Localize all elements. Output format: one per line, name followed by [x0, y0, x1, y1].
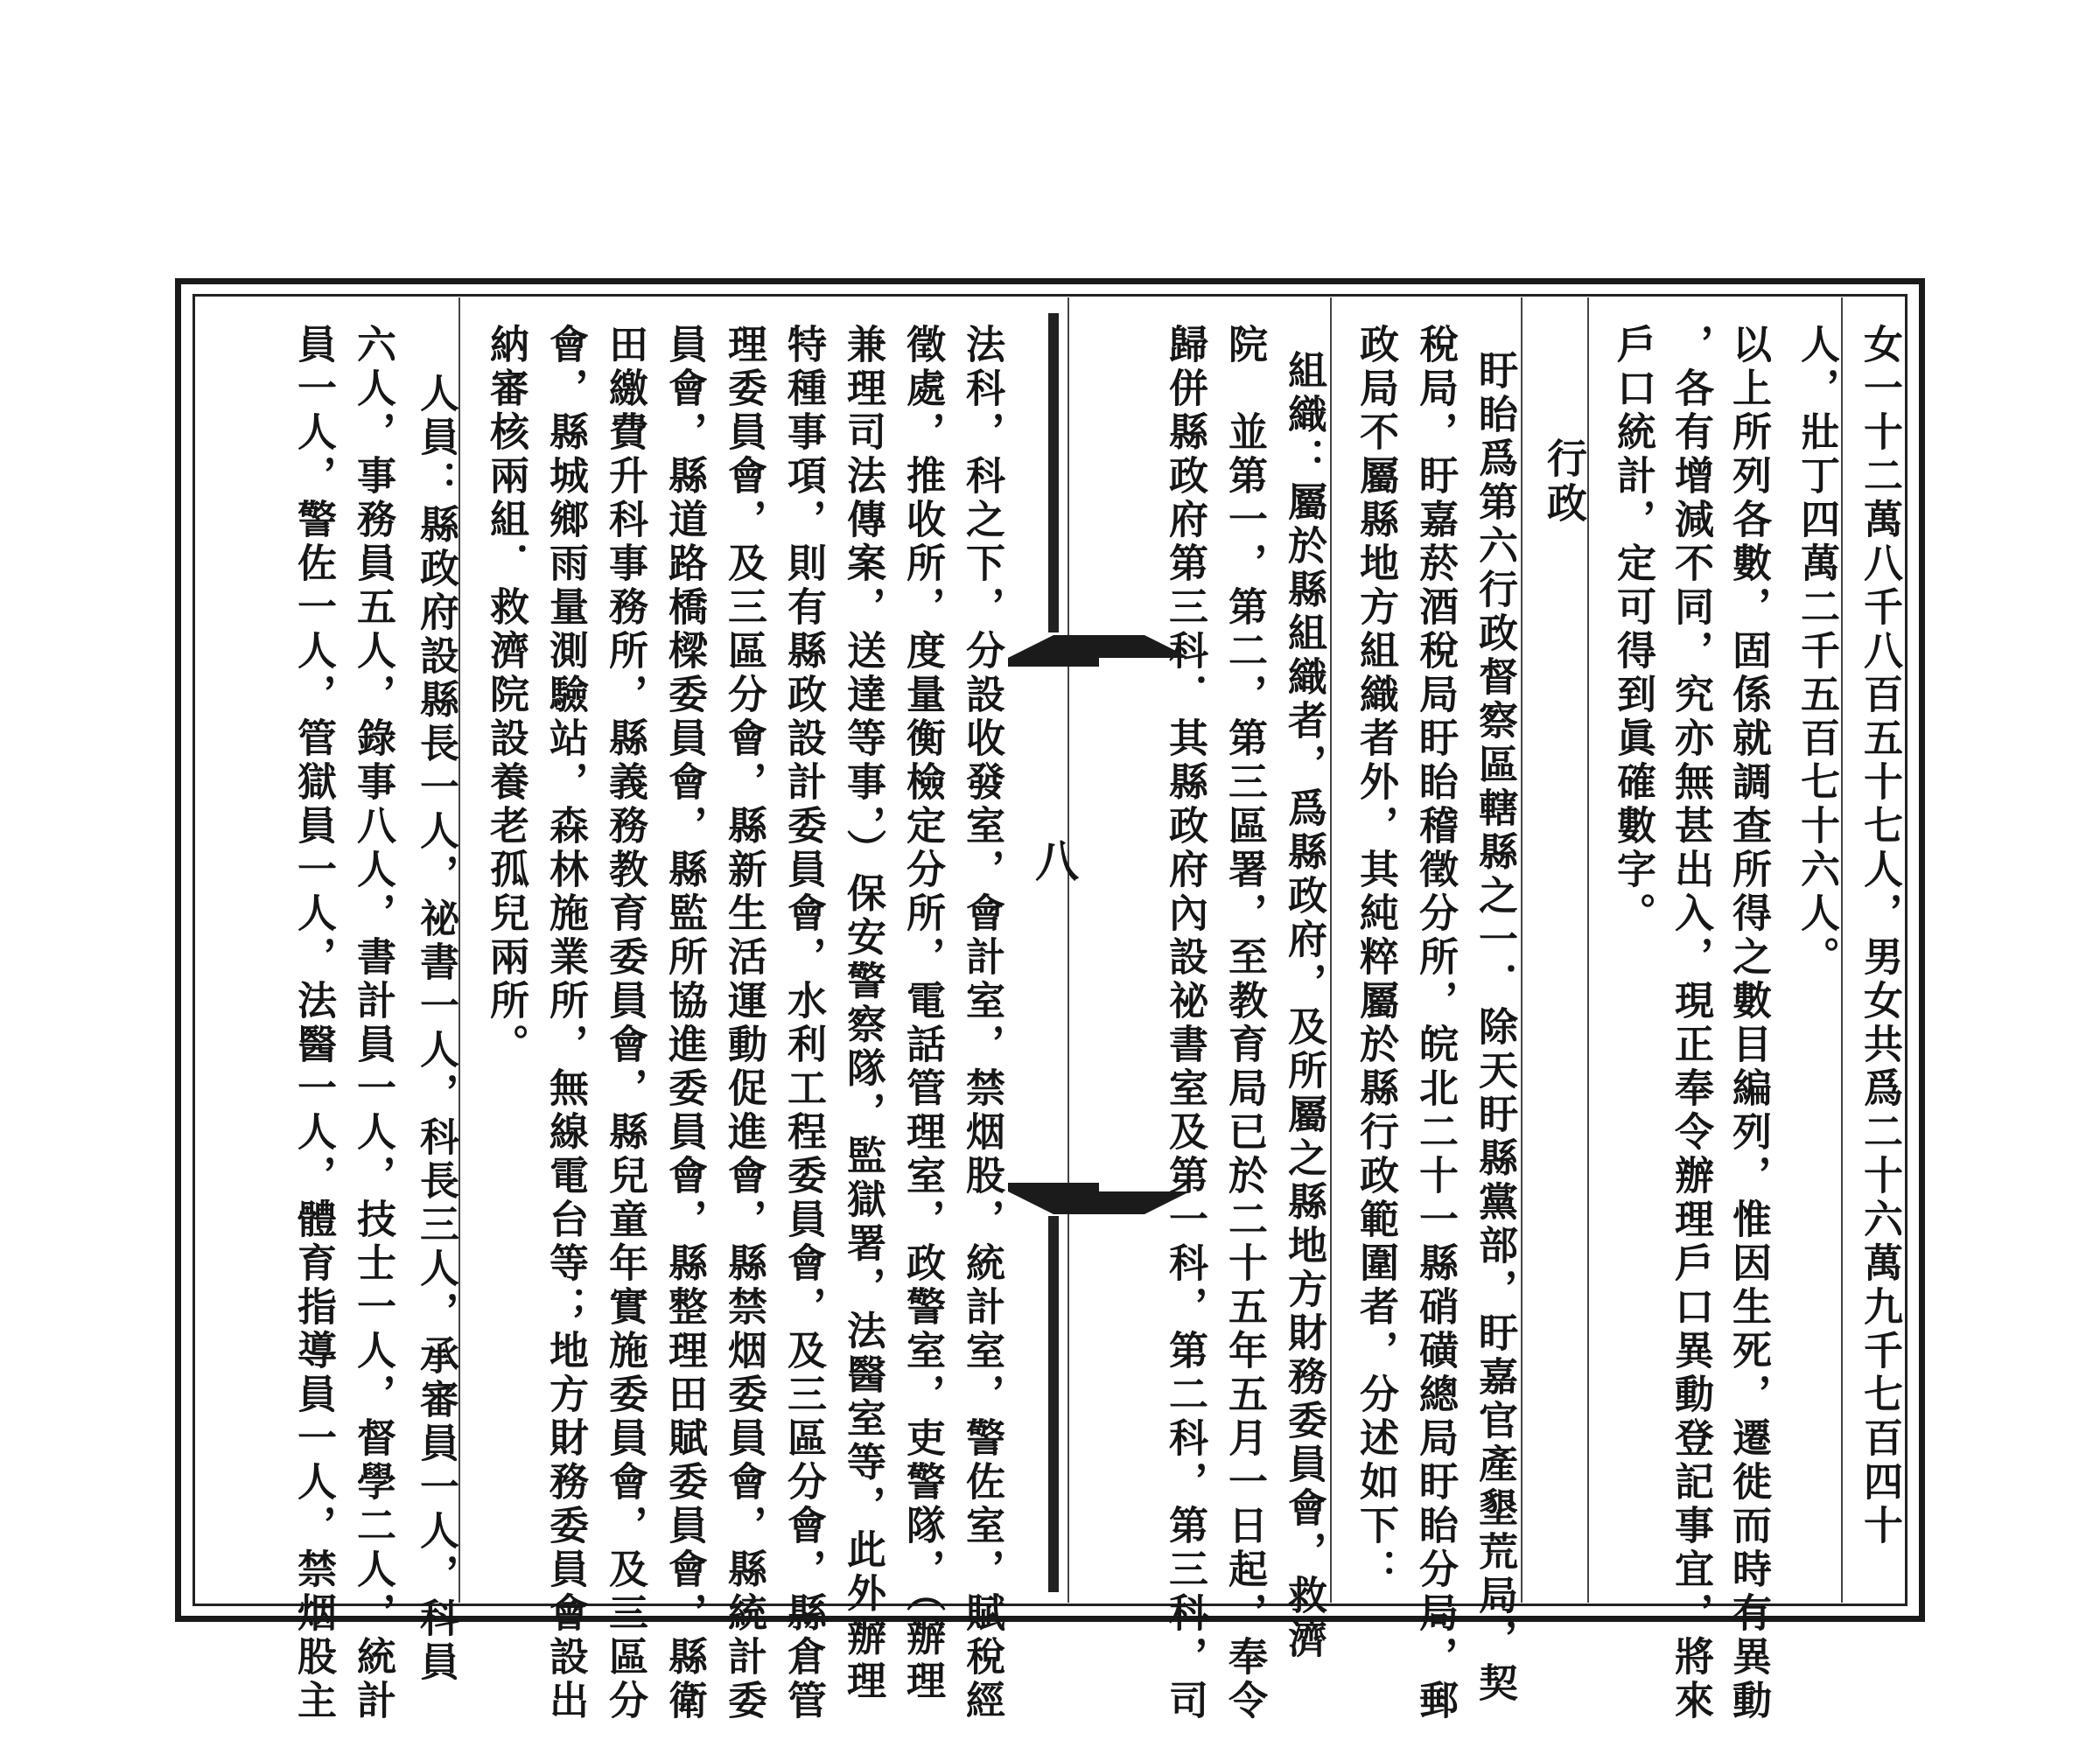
- text-column: 盱眙爲第六行政督察區轄縣之一．除天盱縣黨部，盱嘉官產墾荒局，契: [1472, 350, 1518, 1706]
- column-rule: [1330, 297, 1332, 1603]
- text-column: 理委員會，及三區分會，縣新生活運動促進會，縣禁烟委員會，縣統計委: [721, 324, 767, 1723]
- right-page: [1066, 297, 1904, 1723]
- page-number: 八: [1028, 838, 1080, 882]
- text-column: 員一人，警佐一人，管獄員一人，法醫一人，體育指導員一人，禁烟股主: [290, 324, 337, 1723]
- left-page: [196, 297, 1034, 1723]
- text-column: 兼理司法傳案，送達等事，）保安警察隊，監獄署，法醫室等，此外辦理: [840, 324, 886, 1704]
- text-column: 政局不屬縣地方組織者外，其純粹屬於縣行政範圍者，分述如下：: [1353, 324, 1399, 1592]
- text-column: 戶口統計，定可得到眞確數字。: [1610, 324, 1656, 936]
- text-column: ，各有增減不同，究亦無甚出入，現正奉令辦理戶口異動登記事宜，將來: [1668, 324, 1714, 1723]
- text-column: 組織：屬於縣組織者，爲縣政府，及所屬之縣地方財務委員會，救濟: [1281, 350, 1327, 1662]
- text-column: 員會，縣道路橋樑委員會，縣監所協進委員會，縣整理田賦委員會，縣衛: [662, 324, 708, 1723]
- text-column: 六人，事務員五人，錄事八人，書計員一人，技士一人，督學二人，統計: [350, 324, 396, 1723]
- text-column: 人員：縣政府設縣長一人，祕書一人，科長三人，承審員一人，科員: [413, 373, 459, 1685]
- fishtail-mark-bottom: [1008, 1191, 1190, 1214]
- section-heading: 行政: [1541, 437, 1588, 527]
- center-spine: [1028, 313, 1080, 1590]
- text-column: 田繳費升科事務所，縣義務教育委員會，縣兒童年實施委員會，及三區分: [602, 324, 648, 1723]
- text-column: 以上所列各數，固係就調查所得之數目編列，惟因生死，遷徙而時有異動: [1726, 324, 1772, 1723]
- text-column: 會，縣城鄉雨量測驗站，森林施業所，無線電台等；地方財務委員會設出: [542, 324, 589, 1723]
- text-column: 女一十二萬八千八百五十七人，男女共爲二十六萬九千七百四十: [1857, 324, 1903, 1548]
- text-column: 歸併縣政府第三科．其縣政府內設祕書室及第一科，第二科，第三科，司: [1162, 324, 1208, 1723]
- text-column: 法科，科之下，分設收發室，會計室，禁烟股，統計室，警佐室，賦稅經: [959, 324, 1005, 1723]
- text-column: 稅局，盱嘉菸酒稅局盱眙稽徵分所，皖北二十一縣硝磺總局盱眙分局，郵: [1412, 324, 1459, 1723]
- column-rule: [1068, 297, 1069, 1603]
- text-column: 納審核兩組．救濟院設養老孤兒兩所。: [483, 324, 529, 1067]
- text-column: 院 並第一，第二，第三區署，至教育局已於二十五年五月一日起，奉令: [1222, 324, 1268, 1723]
- column-rule: [1521, 297, 1522, 1603]
- text-column: 徵處，推收所，度量衡檢定分所，電話管理室，政警室，吏警隊，（辦理: [900, 324, 946, 1704]
- text-column: 人，壯丁四萬二千五百七十六人。: [1794, 324, 1840, 980]
- fishtail-mark-top: [1008, 635, 1190, 658]
- column-rule: [1841, 297, 1843, 1603]
- text-column: 特種事項，則有縣政設計委員會，水利工程委員會，及三區分會，縣倉管: [780, 324, 827, 1723]
